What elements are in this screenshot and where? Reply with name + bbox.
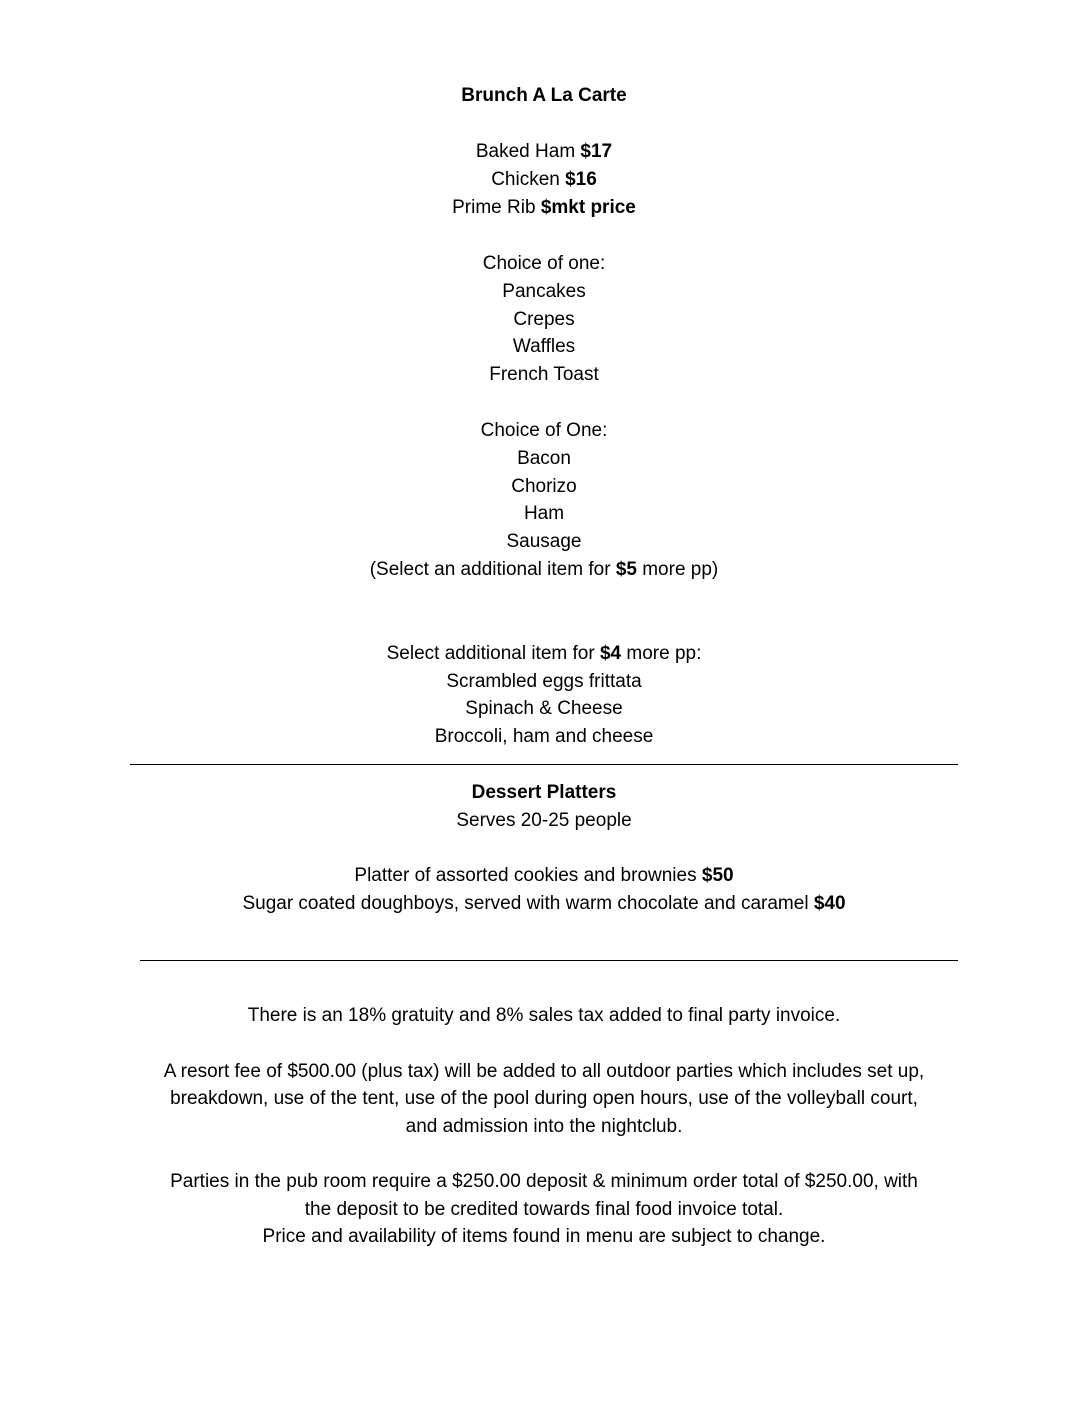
brunch-item — [0, 194, 1088, 221]
choice-option: Waffles — [512, 336, 576, 357]
heading-text: Select additional item for — [386, 643, 600, 664]
additional-option: Spinach & Cheese — [465, 698, 623, 719]
pub-room-line: the deposit to be credited towards final food invoice total. — [304, 1199, 784, 1220]
gratuity-note: There is an 18% gratuity and 8% sales tax added to final party invoice. — [247, 1005, 841, 1026]
heading-price: $4 — [599, 643, 622, 664]
brunch-item-price: $16 — [565, 169, 597, 190]
dessert-item — [0, 862, 1088, 889]
choice-option: Chorizo — [511, 476, 577, 497]
resort-fee-line: A resort fee of $500.00 (plus tax) will be added to all outdoor parties which includes set up, — [163, 1061, 925, 1082]
dessert-item — [0, 890, 1088, 917]
note-text: (Select an additional item for — [369, 559, 616, 580]
dessert-item-name: Platter of assorted cookies and brownies — [354, 865, 702, 886]
choice-heading: Choice of one: — [482, 253, 606, 274]
additional-option: Broccoli, ham and cheese — [434, 726, 654, 747]
dessert-serves: Serves 20-25 people — [456, 810, 632, 831]
additional-heading — [0, 640, 1088, 667]
note-text: more pp) — [636, 559, 719, 580]
choice-option: Sausage — [506, 531, 582, 552]
section-divider — [140, 960, 958, 961]
section-divider — [130, 764, 958, 765]
dessert-item-name: Sugar coated doughboys, served with warm chocolate and caramel — [242, 893, 814, 914]
brunch-item-price: $mkt price — [540, 197, 636, 218]
brunch-item — [0, 166, 1088, 193]
brunch-item-name: Chicken — [491, 169, 566, 190]
heading-text: more pp: — [621, 643, 702, 664]
brunch-item-name: Prime Rib — [452, 197, 541, 218]
brunch-item — [0, 138, 1088, 165]
choice-heading: Choice of One: — [480, 420, 608, 441]
choice-option: Crepes — [513, 309, 575, 330]
brunch-item-price: $17 — [580, 141, 613, 162]
additional-option: Scrambled eggs frittata — [446, 671, 642, 692]
brunch-item-name: Baked Ham — [475, 141, 581, 162]
pub-room-line: Parties in the pub room require a $250.00 deposit & minimum order total of $250.00, with — [170, 1171, 918, 1192]
dessert-title: Dessert Platters — [471, 782, 617, 803]
choice-option: Pancakes — [502, 281, 586, 302]
choice-note — [0, 556, 1088, 583]
resort-fee-line: and admission into the nightclub. — [405, 1116, 683, 1137]
dessert-item-price: $40 — [813, 893, 846, 914]
choice-option: French Toast — [489, 364, 599, 385]
choice-option: Ham — [523, 503, 565, 524]
dessert-item-price: $50 — [701, 865, 734, 886]
brunch-title: Brunch A La Carte — [461, 85, 627, 106]
note-price: $5 — [615, 559, 637, 580]
pub-room-line: Price and availability of items found in menu are subject to change. — [262, 1226, 826, 1247]
choice-option: Bacon — [517, 448, 571, 469]
resort-fee-line: breakdown, use of the tent, use of the pool during open hours, use of the volleyball court, — [170, 1088, 918, 1109]
